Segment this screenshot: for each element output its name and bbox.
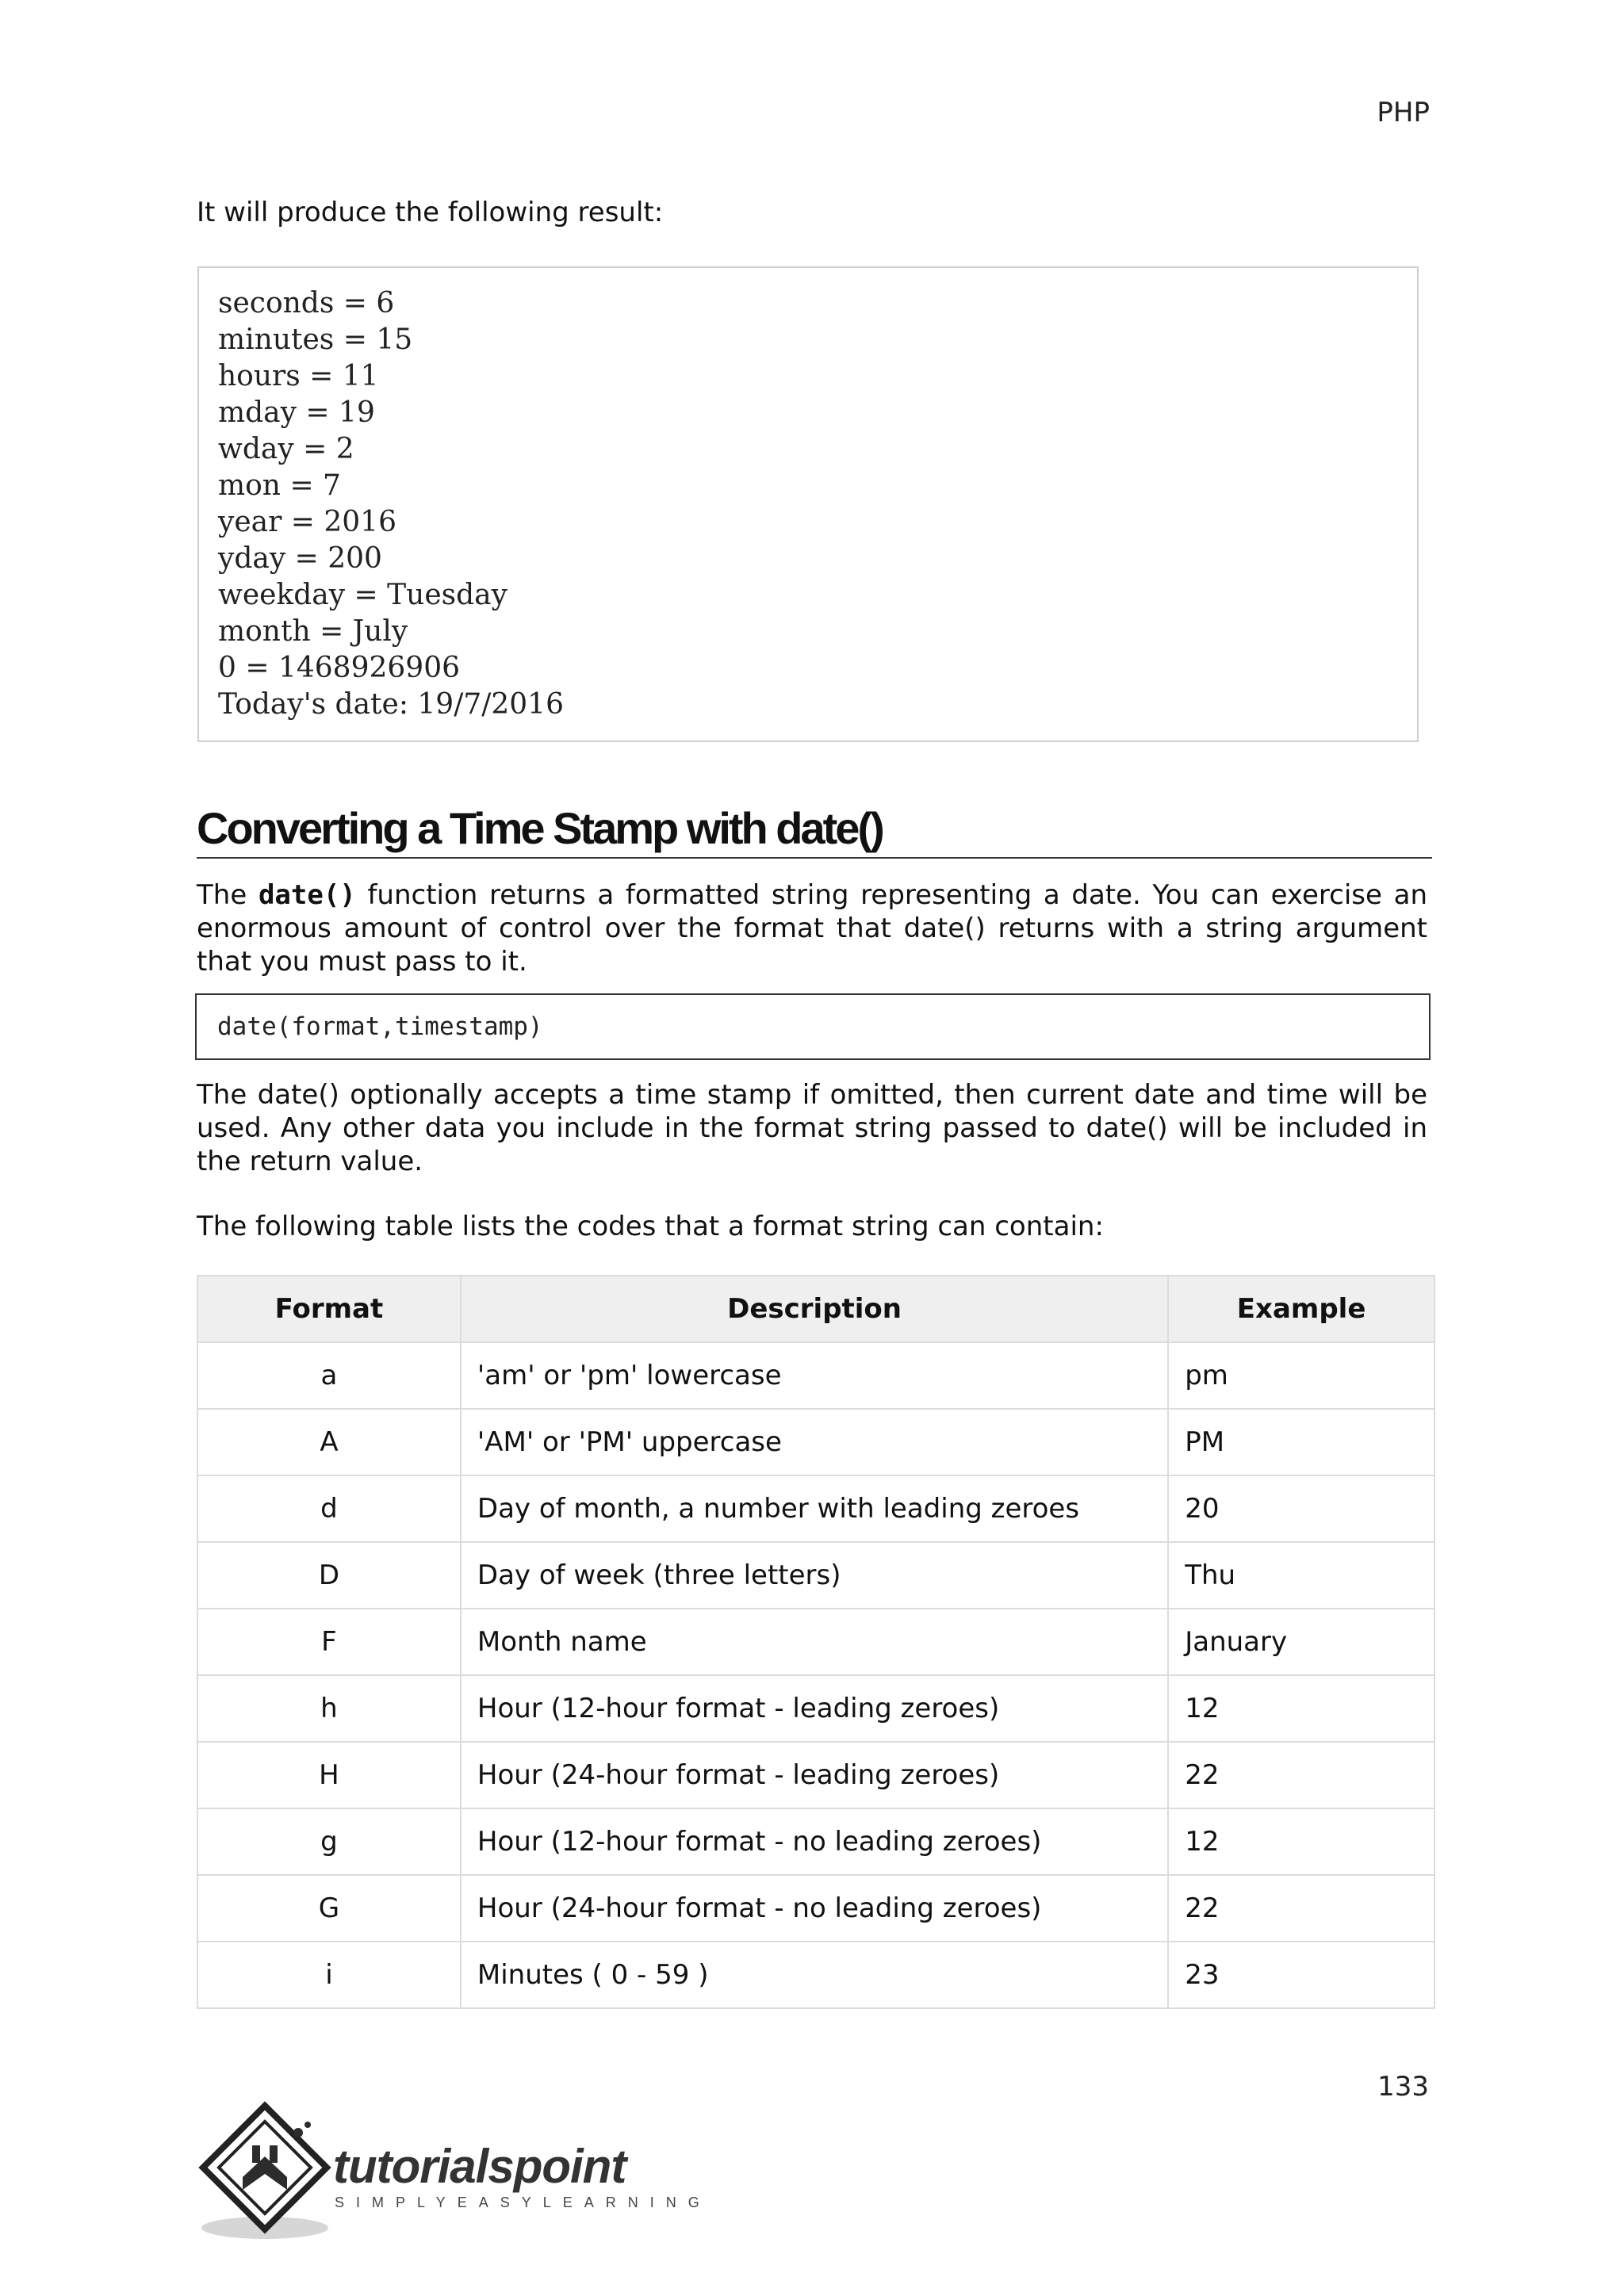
cell-format: i [197, 1942, 461, 2008]
para-text: The [197, 879, 259, 911]
cell-format: F [197, 1609, 461, 1675]
logo-wordmark-part: tutorials [333, 2140, 514, 2193]
cell-description: Minutes ( 0 - 59 ) [461, 1942, 1168, 2008]
format-codes-table [197, 1275, 1435, 2009]
logo-diamond-icon [193, 2101, 336, 2244]
table-row [197, 1409, 1434, 1475]
table-row [197, 1475, 1434, 1542]
cell-example: January [1168, 1609, 1434, 1675]
result-output-box [197, 266, 1419, 742]
output-line: year = 2016 [218, 506, 396, 538]
output-line: Today's date: 19/7/2016 [218, 688, 564, 721]
header-format: Format [197, 1276, 461, 1342]
cell-description: 'am' or 'pm' lowercase [461, 1342, 1168, 1409]
table-row [197, 1808, 1434, 1875]
tutorialspoint-logo [193, 2101, 711, 2244]
cell-format: A [197, 1409, 461, 1475]
logo-wordmark [333, 2139, 626, 2194]
cell-example: Thu [1168, 1542, 1434, 1609]
cell-description: Day of month, a number with leading zeroes [461, 1475, 1168, 1542]
table-row [197, 1875, 1434, 1942]
cell-example: 22 [1168, 1875, 1434, 1942]
output-line: 0 = 1468926906 [218, 652, 460, 684]
logo-tagline: SIMPLYEASYLEARNING [335, 2195, 711, 2210]
cell-example: 22 [1168, 1742, 1434, 1808]
output-line: wday = 2 [218, 433, 354, 465]
cell-format: g [197, 1808, 461, 1875]
page-number: 133 [1377, 2071, 1429, 2103]
cell-description: Day of week (three letters) [461, 1542, 1168, 1609]
cell-example: PM [1168, 1409, 1434, 1475]
header-example: Example [1168, 1276, 1434, 1342]
table-row [197, 1542, 1434, 1609]
table-row [197, 1742, 1434, 1808]
output-line: yday = 200 [218, 542, 382, 575]
table-row [197, 1675, 1434, 1742]
cell-example: 12 [1168, 1808, 1434, 1875]
table-row [197, 1342, 1434, 1409]
paragraph-timestamp-note: The date() optionally accepts a time stamp if omitted, then current date and time will be used. Any other data you include in the format string passed to date() will be included in the return value. [197, 1079, 1427, 1177]
paragraph-date-intro [197, 878, 1427, 978]
intro-text: It will produce the following result: [197, 197, 664, 228]
table-row [197, 1942, 1434, 2008]
cell-format: h [197, 1675, 461, 1742]
section-title: Converting a Time Stamp with date() [197, 802, 1432, 859]
cell-format: D [197, 1542, 461, 1609]
syntax-code-box [195, 993, 1431, 1060]
cell-description: Hour (12-hour format - no leading zeroes) [461, 1808, 1168, 1875]
cell-example: pm [1168, 1342, 1434, 1409]
output-line: weekday = Tuesday [218, 579, 508, 611]
cell-description: Hour (12-hour format - leading zeroes) [461, 1675, 1168, 1742]
logo-wordmark-part: point [513, 2140, 626, 2193]
output-line: minutes = 15 [218, 323, 413, 356]
cell-description: Hour (24-hour format - no leading zeroes) [461, 1875, 1168, 1942]
cell-description: Hour (24-hour format - leading zeroes) [461, 1742, 1168, 1808]
output-line: seconds = 6 [218, 287, 395, 320]
output-line: mon = 7 [218, 469, 341, 502]
cell-format: d [197, 1475, 461, 1542]
header-description: Description [461, 1276, 1168, 1342]
cell-format: H [197, 1742, 461, 1808]
cell-description: Month name [461, 1609, 1168, 1675]
cell-format: a [197, 1342, 461, 1409]
date-function-name: date() [258, 879, 356, 911]
cell-example: 23 [1168, 1942, 1434, 2008]
cell-example: 12 [1168, 1675, 1434, 1742]
output-line: month = July [218, 615, 408, 648]
cell-description: 'AM' or 'PM' uppercase [461, 1409, 1168, 1475]
output-line: hours = 11 [218, 360, 379, 392]
cell-format: G [197, 1875, 461, 1942]
cell-example: 20 [1168, 1475, 1434, 1542]
para-text: function returns a formatted string representing a date. You can exercise an enormous amount of control over the format that date() returns with a string argument that you must pass to it. [197, 879, 1427, 978]
table-header-row [197, 1276, 1434, 1342]
page-header-label: PHP [1377, 97, 1430, 128]
paragraph-table-intro: The following table lists the codes that a format string can contain: [197, 1211, 1104, 1242]
output-line: mday = 19 [218, 396, 375, 429]
syntax-code: date(format,timestamp) [217, 1012, 543, 1041]
table-row [197, 1609, 1434, 1675]
